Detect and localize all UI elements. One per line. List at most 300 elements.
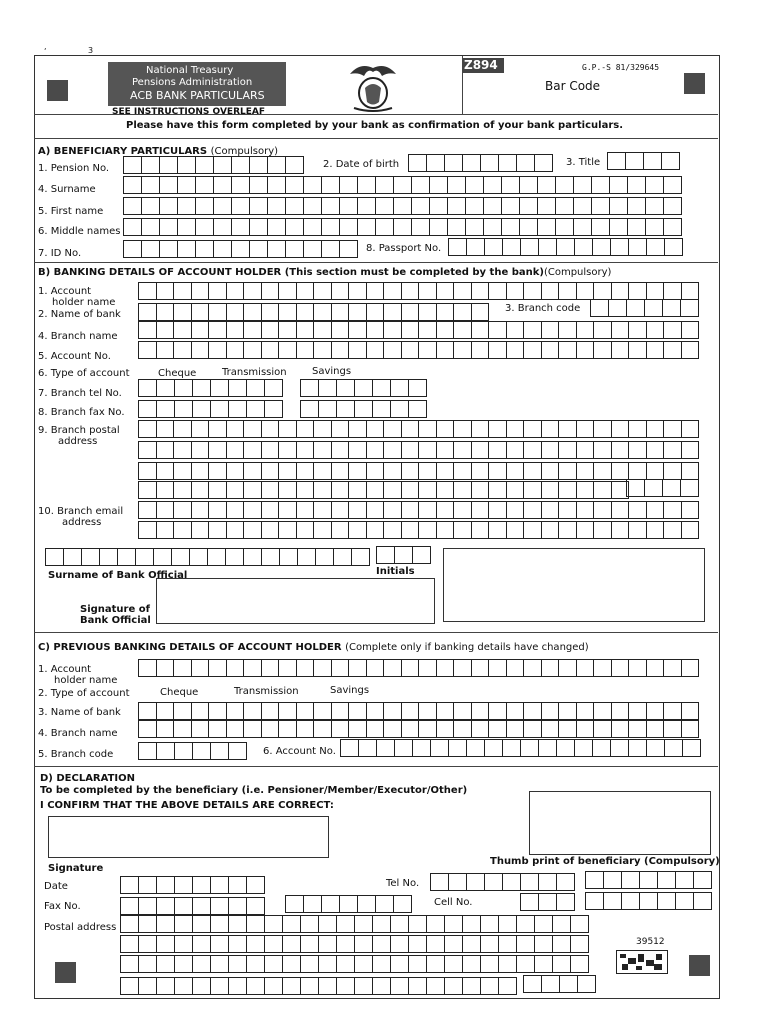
char-box[interactable] — [647, 739, 665, 757]
char-box[interactable] — [157, 720, 175, 738]
middle-names-field[interactable] — [123, 218, 682, 236]
char-box[interactable] — [174, 282, 192, 300]
char-box[interactable] — [594, 702, 612, 720]
char-box[interactable] — [538, 176, 556, 194]
char-box[interactable] — [647, 501, 665, 519]
char-box[interactable] — [454, 501, 472, 519]
char-box[interactable] — [121, 955, 139, 973]
char-box[interactable] — [539, 873, 557, 891]
char-box[interactable] — [437, 702, 455, 720]
char-box[interactable] — [124, 176, 142, 194]
char-box[interactable] — [394, 176, 412, 194]
char-box[interactable] — [367, 501, 385, 519]
char-box[interactable] — [376, 197, 394, 215]
char-box[interactable] — [409, 955, 427, 973]
char-box[interactable] — [419, 720, 437, 738]
char-box[interactable] — [244, 303, 262, 321]
char-box[interactable] — [174, 462, 192, 480]
char-box[interactable] — [332, 521, 350, 539]
char-box[interactable] — [556, 197, 574, 215]
char-box[interactable] — [244, 702, 262, 720]
char-box[interactable] — [227, 321, 245, 339]
char-box[interactable] — [209, 420, 227, 438]
char-box[interactable] — [402, 341, 420, 359]
char-box[interactable] — [499, 915, 517, 933]
char-box[interactable] — [467, 873, 485, 891]
char-box[interactable] — [314, 521, 332, 539]
char-box[interactable] — [612, 321, 630, 339]
char-box[interactable] — [297, 462, 315, 480]
char-box[interactable] — [384, 659, 402, 677]
char-box[interactable] — [437, 481, 455, 499]
char-box[interactable] — [190, 548, 208, 566]
char-box[interactable] — [157, 659, 175, 677]
char-box[interactable] — [244, 282, 262, 300]
prev-option-savings[interactable]: Savings — [330, 685, 370, 696]
char-box[interactable] — [629, 521, 647, 539]
date-of-birth-field[interactable] — [408, 154, 553, 172]
char-box[interactable] — [227, 420, 245, 438]
char-box[interactable] — [298, 548, 316, 566]
char-box[interactable] — [402, 659, 420, 677]
char-box[interactable] — [694, 892, 712, 910]
char-box[interactable] — [262, 521, 280, 539]
char-box[interactable] — [419, 282, 437, 300]
char-box[interactable] — [301, 379, 319, 397]
char-box[interactable] — [82, 548, 100, 566]
char-box[interactable] — [139, 420, 157, 438]
char-box[interactable] — [384, 702, 402, 720]
char-box[interactable] — [265, 379, 283, 397]
char-box[interactable] — [437, 462, 455, 480]
char-box[interactable] — [142, 197, 160, 215]
branch-tel-field[interactable] — [300, 379, 427, 397]
char-box[interactable] — [574, 218, 592, 236]
char-box[interactable] — [268, 197, 286, 215]
char-box[interactable] — [604, 892, 622, 910]
char-box[interactable] — [521, 873, 539, 891]
char-box[interactable] — [664, 702, 682, 720]
char-box[interactable] — [557, 238, 575, 256]
char-box[interactable] — [265, 955, 283, 973]
char-box[interactable] — [376, 218, 394, 236]
account-no-field[interactable] — [138, 341, 699, 359]
char-box[interactable] — [539, 238, 557, 256]
char-box[interactable] — [437, 282, 455, 300]
char-box[interactable] — [517, 955, 535, 973]
char-box[interactable] — [337, 935, 355, 953]
char-box[interactable] — [608, 152, 626, 170]
char-box[interactable] — [319, 955, 337, 973]
char-box[interactable] — [384, 341, 402, 359]
char-box[interactable] — [227, 282, 245, 300]
char-box[interactable] — [279, 321, 297, 339]
char-box[interactable] — [367, 420, 385, 438]
char-box[interactable] — [391, 379, 409, 397]
char-box[interactable] — [571, 935, 589, 953]
char-box[interactable] — [517, 935, 535, 953]
char-box[interactable] — [507, 501, 525, 519]
prev-option-transmission[interactable]: Transmission — [234, 686, 299, 697]
char-box[interactable] — [682, 659, 700, 677]
char-box[interactable] — [594, 420, 612, 438]
char-box[interactable] — [535, 154, 553, 172]
char-box[interactable] — [647, 441, 665, 459]
char-box[interactable] — [193, 742, 211, 760]
char-box[interactable] — [157, 481, 175, 499]
char-box[interactable] — [337, 977, 355, 995]
char-box[interactable] — [139, 441, 157, 459]
char-box[interactable] — [196, 218, 214, 236]
char-box[interactable] — [301, 955, 319, 973]
char-box[interactable] — [507, 420, 525, 438]
char-box[interactable] — [314, 420, 332, 438]
char-box[interactable] — [472, 420, 490, 438]
title-field[interactable] — [607, 152, 680, 170]
char-box[interactable] — [445, 154, 463, 172]
char-box[interactable] — [507, 702, 525, 720]
char-box[interactable] — [524, 462, 542, 480]
char-box[interactable] — [376, 895, 394, 913]
char-box[interactable] — [437, 720, 455, 738]
char-box[interactable] — [592, 197, 610, 215]
char-box[interactable] — [192, 321, 210, 339]
name-of-bank-field[interactable] — [138, 303, 489, 321]
char-box[interactable] — [645, 299, 663, 317]
char-box[interactable] — [196, 240, 214, 258]
char-box[interactable] — [463, 915, 481, 933]
char-box[interactable] — [319, 915, 337, 933]
branch-fax-code-field[interactable] — [138, 400, 283, 418]
char-box[interactable] — [279, 481, 297, 499]
char-box[interactable] — [524, 501, 542, 519]
char-box[interactable] — [610, 176, 628, 194]
char-box[interactable] — [394, 895, 412, 913]
char-box[interactable] — [337, 955, 355, 973]
char-box[interactable] — [664, 321, 682, 339]
char-box[interactable] — [227, 462, 245, 480]
char-box[interactable] — [174, 720, 192, 738]
char-box[interactable] — [316, 548, 334, 566]
char-box[interactable] — [349, 303, 367, 321]
char-box[interactable] — [507, 441, 525, 459]
char-box[interactable] — [427, 935, 445, 953]
char-box[interactable] — [559, 441, 577, 459]
char-box[interactable] — [349, 462, 367, 480]
char-box[interactable] — [332, 481, 350, 499]
char-box[interactable] — [646, 176, 664, 194]
char-box[interactable] — [507, 481, 525, 499]
char-box[interactable] — [391, 955, 409, 973]
char-box[interactable] — [174, 321, 192, 339]
char-box[interactable] — [227, 303, 245, 321]
char-box[interactable] — [301, 977, 319, 995]
char-box[interactable] — [268, 240, 286, 258]
char-box[interactable] — [524, 521, 542, 539]
char-box[interactable] — [279, 659, 297, 677]
char-box[interactable] — [437, 441, 455, 459]
char-box[interactable] — [121, 935, 139, 953]
char-box[interactable] — [535, 955, 553, 973]
char-box[interactable] — [682, 720, 700, 738]
char-box[interactable] — [286, 197, 304, 215]
char-box[interactable] — [466, 218, 484, 236]
char-box[interactable] — [481, 935, 499, 953]
char-box[interactable] — [559, 462, 577, 480]
char-box[interactable] — [542, 462, 560, 480]
char-box[interactable] — [571, 955, 589, 973]
char-box[interactable] — [594, 501, 612, 519]
char-box[interactable] — [629, 720, 647, 738]
char-box[interactable] — [332, 702, 350, 720]
char-box[interactable] — [676, 892, 694, 910]
char-box[interactable] — [160, 197, 178, 215]
char-box[interactable] — [283, 915, 301, 933]
branch-name-field[interactable] — [138, 321, 699, 339]
char-box[interactable] — [577, 702, 595, 720]
char-box[interactable] — [319, 400, 337, 418]
initials-field[interactable] — [376, 546, 431, 564]
char-box[interactable] — [647, 659, 665, 677]
char-box[interactable] — [626, 152, 644, 170]
char-box[interactable] — [211, 379, 229, 397]
char-box[interactable] — [665, 739, 683, 757]
char-box[interactable] — [297, 441, 315, 459]
char-box[interactable] — [358, 218, 376, 236]
char-box[interactable] — [209, 303, 227, 321]
char-box[interactable] — [445, 955, 463, 973]
char-box[interactable] — [507, 341, 525, 359]
char-box[interactable] — [604, 871, 622, 889]
branch-postal-line3[interactable] — [138, 462, 699, 480]
char-box[interactable] — [559, 321, 577, 339]
char-box[interactable] — [332, 441, 350, 459]
char-box[interactable] — [304, 240, 322, 258]
char-box[interactable] — [542, 702, 560, 720]
char-box[interactable] — [211, 935, 229, 953]
char-box[interactable] — [157, 977, 175, 995]
char-box[interactable] — [332, 282, 350, 300]
char-box[interactable] — [359, 739, 377, 757]
char-box[interactable] — [663, 479, 681, 497]
branch-postal-line2[interactable] — [138, 441, 699, 459]
char-box[interactable] — [647, 702, 665, 720]
char-box[interactable] — [174, 659, 192, 677]
char-box[interactable] — [489, 282, 507, 300]
char-box[interactable] — [367, 521, 385, 539]
char-box[interactable] — [542, 720, 560, 738]
char-box[interactable] — [517, 915, 535, 933]
char-box[interactable] — [489, 462, 507, 480]
char-box[interactable] — [178, 197, 196, 215]
char-box[interactable] — [559, 659, 577, 677]
char-box[interactable] — [612, 521, 630, 539]
char-box[interactable] — [489, 659, 507, 677]
char-box[interactable] — [301, 935, 319, 953]
char-box[interactable] — [192, 462, 210, 480]
char-box[interactable] — [402, 282, 420, 300]
char-box[interactable] — [402, 303, 420, 321]
char-box[interactable] — [247, 400, 265, 418]
char-box[interactable] — [214, 156, 232, 174]
char-box[interactable] — [46, 548, 64, 566]
char-box[interactable] — [262, 420, 280, 438]
char-box[interactable] — [629, 420, 647, 438]
char-box[interactable] — [594, 720, 612, 738]
char-box[interactable] — [175, 876, 193, 894]
char-box[interactable] — [314, 303, 332, 321]
char-box[interactable] — [577, 521, 595, 539]
char-box[interactable] — [232, 197, 250, 215]
char-box[interactable] — [556, 218, 574, 236]
char-box[interactable] — [629, 321, 647, 339]
char-box[interactable] — [682, 501, 700, 519]
char-box[interactable] — [286, 895, 304, 913]
char-box[interactable] — [367, 303, 385, 321]
char-box[interactable] — [481, 915, 499, 933]
char-box[interactable] — [448, 197, 466, 215]
char-box[interactable] — [647, 462, 665, 480]
char-box[interactable] — [157, 876, 175, 894]
char-box[interactable] — [664, 218, 682, 236]
char-box[interactable] — [262, 341, 280, 359]
char-box[interactable] — [402, 420, 420, 438]
char-box[interactable] — [611, 739, 629, 757]
char-box[interactable] — [265, 915, 283, 933]
char-box[interactable] — [211, 955, 229, 973]
char-box[interactable] — [174, 501, 192, 519]
char-box[interactable] — [592, 176, 610, 194]
char-box[interactable] — [227, 501, 245, 519]
char-box[interactable] — [612, 720, 630, 738]
char-box[interactable] — [559, 341, 577, 359]
char-box[interactable] — [445, 977, 463, 995]
char-box[interactable] — [244, 548, 262, 566]
char-box[interactable] — [466, 176, 484, 194]
char-box[interactable] — [283, 935, 301, 953]
char-box[interactable] — [139, 462, 157, 480]
char-box[interactable] — [157, 303, 175, 321]
char-box[interactable] — [157, 521, 175, 539]
char-box[interactable] — [437, 659, 455, 677]
branch-email-line2[interactable] — [138, 521, 699, 539]
char-box[interactable] — [262, 282, 280, 300]
char-box[interactable] — [454, 420, 472, 438]
char-box[interactable] — [349, 321, 367, 339]
char-box[interactable] — [419, 702, 437, 720]
char-box[interactable] — [262, 548, 280, 566]
char-box[interactable] — [629, 501, 647, 519]
char-box[interactable] — [559, 420, 577, 438]
char-box[interactable] — [427, 915, 445, 933]
char-box[interactable] — [472, 702, 490, 720]
char-box[interactable] — [209, 702, 227, 720]
char-box[interactable] — [557, 739, 575, 757]
char-box[interactable] — [157, 935, 175, 953]
char-box[interactable] — [301, 400, 319, 418]
char-box[interactable] — [192, 521, 210, 539]
char-box[interactable] — [332, 501, 350, 519]
char-box[interactable] — [454, 321, 472, 339]
char-box[interactable] — [265, 935, 283, 953]
char-box[interactable] — [499, 935, 517, 953]
char-box[interactable] — [209, 501, 227, 519]
char-box[interactable] — [337, 400, 355, 418]
char-box[interactable] — [427, 154, 445, 172]
char-box[interactable] — [250, 218, 268, 236]
char-box[interactable] — [229, 379, 247, 397]
char-box[interactable] — [229, 400, 247, 418]
passport-no-field[interactable] — [448, 238, 683, 256]
char-box[interactable] — [647, 720, 665, 738]
char-box[interactable] — [279, 521, 297, 539]
char-box[interactable] — [142, 218, 160, 236]
char-box[interactable] — [384, 441, 402, 459]
postal-line1[interactable] — [120, 915, 589, 933]
char-box[interactable] — [412, 218, 430, 236]
char-box[interactable] — [227, 659, 245, 677]
char-box[interactable] — [594, 282, 612, 300]
char-box[interactable] — [524, 481, 542, 499]
char-box[interactable] — [521, 893, 539, 911]
char-box[interactable] — [247, 977, 265, 995]
char-box[interactable] — [467, 739, 485, 757]
char-box[interactable] — [209, 282, 227, 300]
char-box[interactable] — [157, 955, 175, 973]
char-box[interactable] — [139, 935, 157, 953]
char-box[interactable] — [193, 876, 211, 894]
char-box[interactable] — [314, 462, 332, 480]
char-box[interactable] — [472, 521, 490, 539]
char-box[interactable] — [463, 955, 481, 973]
char-box[interactable] — [262, 303, 280, 321]
char-box[interactable] — [542, 420, 560, 438]
char-box[interactable] — [367, 341, 385, 359]
char-box[interactable] — [340, 176, 358, 194]
option-cheque[interactable]: Cheque — [158, 368, 197, 379]
char-box[interactable] — [157, 282, 175, 300]
char-box[interactable] — [402, 521, 420, 539]
char-box[interactable] — [472, 341, 490, 359]
char-box[interactable] — [556, 176, 574, 194]
option-savings[interactable]: Savings — [312, 366, 352, 377]
char-box[interactable] — [409, 400, 427, 418]
char-box[interactable] — [507, 282, 525, 300]
char-box[interactable] — [629, 702, 647, 720]
char-box[interactable] — [431, 873, 449, 891]
char-box[interactable] — [646, 218, 664, 236]
char-box[interactable] — [314, 659, 332, 677]
char-box[interactable] — [645, 479, 663, 497]
char-box[interactable] — [612, 341, 630, 359]
branch-postal-line4[interactable] — [138, 481, 629, 499]
char-box[interactable] — [211, 400, 229, 418]
char-box[interactable] — [489, 481, 507, 499]
char-box[interactable] — [367, 321, 385, 339]
char-box[interactable] — [355, 400, 373, 418]
char-box[interactable] — [454, 720, 472, 738]
char-box[interactable] — [355, 915, 373, 933]
char-box[interactable] — [332, 720, 350, 738]
char-box[interactable] — [226, 548, 244, 566]
char-box[interactable] — [352, 548, 370, 566]
char-box[interactable] — [341, 739, 359, 757]
char-box[interactable] — [419, 521, 437, 539]
char-box[interactable] — [314, 501, 332, 519]
char-box[interactable] — [612, 282, 630, 300]
char-box[interactable] — [485, 739, 503, 757]
char-box[interactable] — [279, 702, 297, 720]
